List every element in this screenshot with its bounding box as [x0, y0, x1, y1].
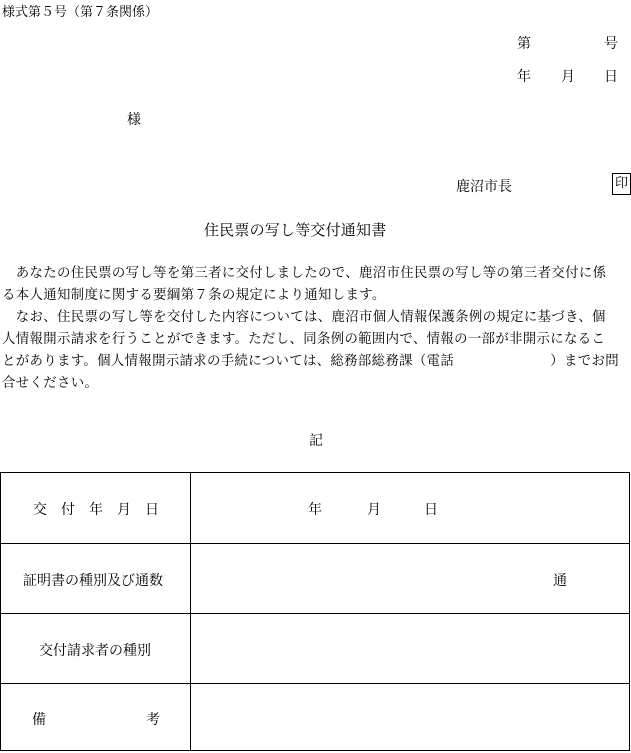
- issuer-name: 鹿沼市長: [456, 179, 512, 195]
- document-number-prefix: 第: [517, 36, 531, 52]
- body-line: とがあります。個人情報開示請求の手続については、総務部総務課（電話 ）までお問: [2, 354, 619, 369]
- document-title: 住民票の写し等交付通知書: [204, 221, 387, 239]
- ki-heading: 記: [309, 433, 323, 449]
- table-row-issue-date: [1, 473, 629, 543]
- body-line: なお、住民票の写し等を交付した内容については、鹿沼市個人情報保護条例の規定に基づき、個: [2, 310, 606, 325]
- requester-type-label: 交付請求者の種別: [39, 643, 151, 659]
- column-divider: [190, 473, 191, 543]
- table-row-remarks: [1, 683, 629, 750]
- notice-body: [2, 263, 629, 395]
- remarks-label-second: 考: [146, 712, 160, 728]
- body-line: 人情報開示請求を行うことができます。ただし、同条例の範囲内で、情報の一部が非開示になるこ: [2, 332, 606, 347]
- column-divider: [190, 684, 191, 750]
- certificate-type-label: 証明書の種別及び通数: [23, 573, 163, 589]
- issue-date-label: 交 付 年 月 日: [33, 502, 159, 518]
- table-row-certificate-type: [1, 543, 629, 613]
- date-day-label: 日: [604, 69, 618, 85]
- issue-date-year: 年: [308, 502, 322, 518]
- column-divider: [190, 614, 191, 683]
- date-year-label: 年: [517, 69, 531, 85]
- body-line: る本人通知制度に関する要綱第７条の規定により通知します。: [2, 288, 386, 303]
- addressee-honorific: 様: [127, 112, 141, 128]
- document-number-suffix: 号: [604, 36, 618, 52]
- issue-date-day: 日: [424, 502, 438, 518]
- seal-mark: 印: [612, 173, 631, 195]
- details-table: [0, 472, 630, 751]
- body-line: あなたの住民票の写し等を第三者に交付しましたので、鹿沼市住民票の写し等の第三者交付に係: [2, 266, 607, 281]
- table-row-requester-type: [1, 613, 629, 683]
- body-line: 合せください。: [2, 376, 99, 391]
- certificate-count-unit: 通: [553, 573, 567, 589]
- form-number: 様式第５号（第７条関係）: [2, 5, 159, 20]
- date-month-label: 月: [561, 69, 575, 85]
- remarks-label-first: 備: [32, 712, 46, 728]
- issue-date-month: 月: [367, 502, 381, 518]
- column-divider: [190, 544, 191, 613]
